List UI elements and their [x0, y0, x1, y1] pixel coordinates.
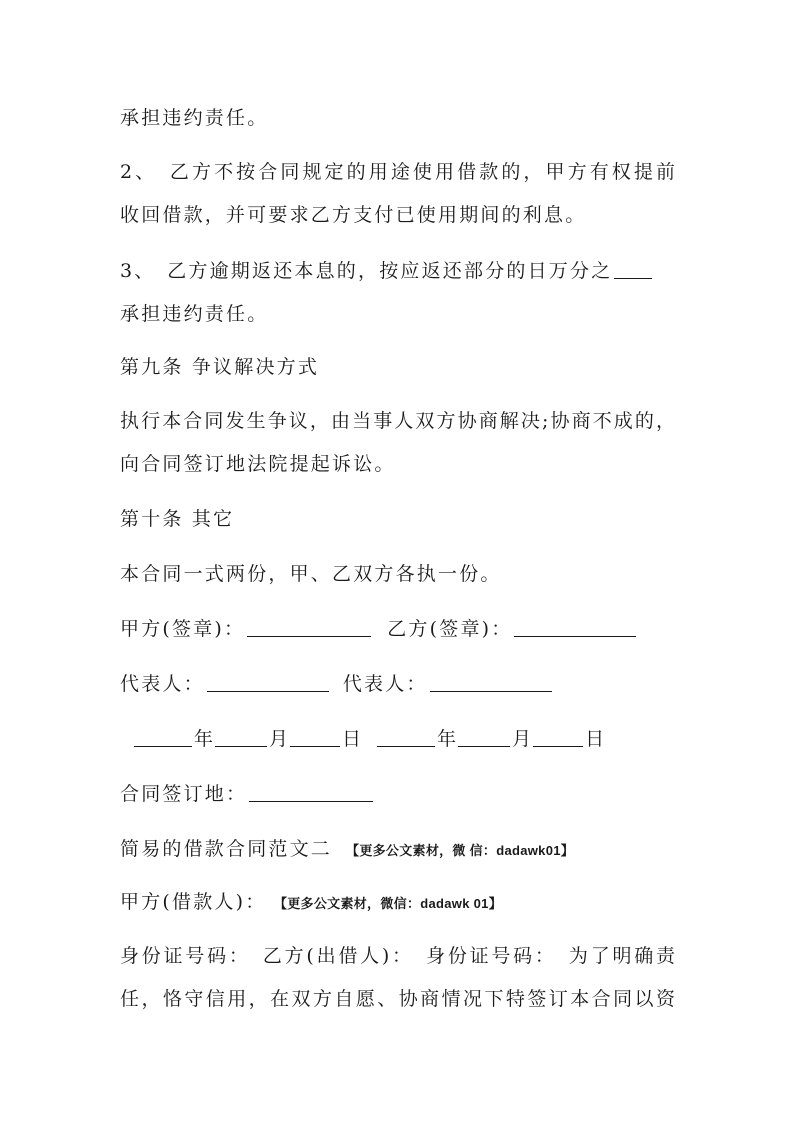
day-blank-a [290, 728, 340, 747]
contract-2-title-line [120, 837, 574, 863]
clause-2-line-1: 2、 乙方不按合同规定的用途使用借款的，甲方有权提前 [120, 161, 676, 183]
contract-2-line-2: 任，恪守信用，在双方自愿、协商情况下特签订本合同以资 [120, 988, 676, 1010]
party-a-representative-blank [207, 673, 329, 692]
party-a-representative-label: 代表人： [120, 673, 205, 695]
contract-2-title: 简易的借款合同范文二 [120, 838, 333, 860]
contract-2-line-1: 身份证号码： 乙方(出借人)： 身份证号码： 为了明确责 [120, 945, 676, 967]
article-9-heading: 第九条 争议解决方式 [120, 356, 320, 378]
party-a-borrower-label: 甲方(借款人)： [120, 891, 267, 913]
clause-3-text: 3、 乙方逾期返还本息的，按应返还部分的日万分之 [120, 260, 613, 282]
clause-3-line-2: 承担违约责任。 [120, 303, 269, 325]
year-label-b: 年 [437, 728, 457, 750]
sign-place-blank [249, 783, 373, 802]
month-label-b: 月 [512, 728, 532, 750]
month-blank-a [215, 728, 267, 747]
paragraph-line: 承担违约责任。 [120, 107, 269, 129]
borrower-line [120, 890, 502, 916]
month-blank-b [458, 728, 510, 747]
year-label-a: 年 [194, 728, 214, 750]
rate-blank [614, 260, 652, 279]
date-line [132, 727, 604, 751]
month-label-a: 月 [269, 728, 289, 750]
article-10-heading: 第十条 其它 [120, 508, 235, 530]
party-b-signature-label: 乙方(签章)： [387, 618, 513, 640]
day-label-a: 日 [342, 728, 362, 750]
clause-2-line-2: 收回借款，并可要求乙方支付已使用期间的利息。 [120, 204, 587, 226]
sign-place-label: 合同签订地： [120, 783, 248, 805]
sign-place-line [120, 782, 375, 806]
day-label-b: 日 [585, 728, 605, 750]
clause-3-line-1 [120, 259, 654, 283]
promo-note: 【更多公文素材，微 信：dadawk01】 [346, 843, 575, 858]
promo-note: 【更多公文素材，微信：dadawk 01】 [280, 896, 502, 911]
representative-line [120, 672, 554, 696]
party-b-signature-blank [514, 618, 636, 637]
party-a-signature-blank [247, 618, 371, 637]
article-9-line-2: 向合同签订地法院提起诉讼。 [120, 453, 396, 475]
party-b-representative-label: 代表人： [342, 673, 428, 695]
day-blank-b [533, 728, 583, 747]
article-10-text: 本合同一式两份，甲、乙双方各执一份。 [120, 563, 502, 585]
party-a-signature-label: 甲方(签章)： [120, 618, 246, 640]
party-b-representative-blank [430, 673, 552, 692]
year-blank-a [134, 728, 192, 747]
signature-line [120, 617, 638, 641]
year-blank-b [377, 728, 435, 747]
article-9-line-1: 执行本合同发生争议，由当事人双方协商解决;协商不成的， [120, 410, 676, 432]
